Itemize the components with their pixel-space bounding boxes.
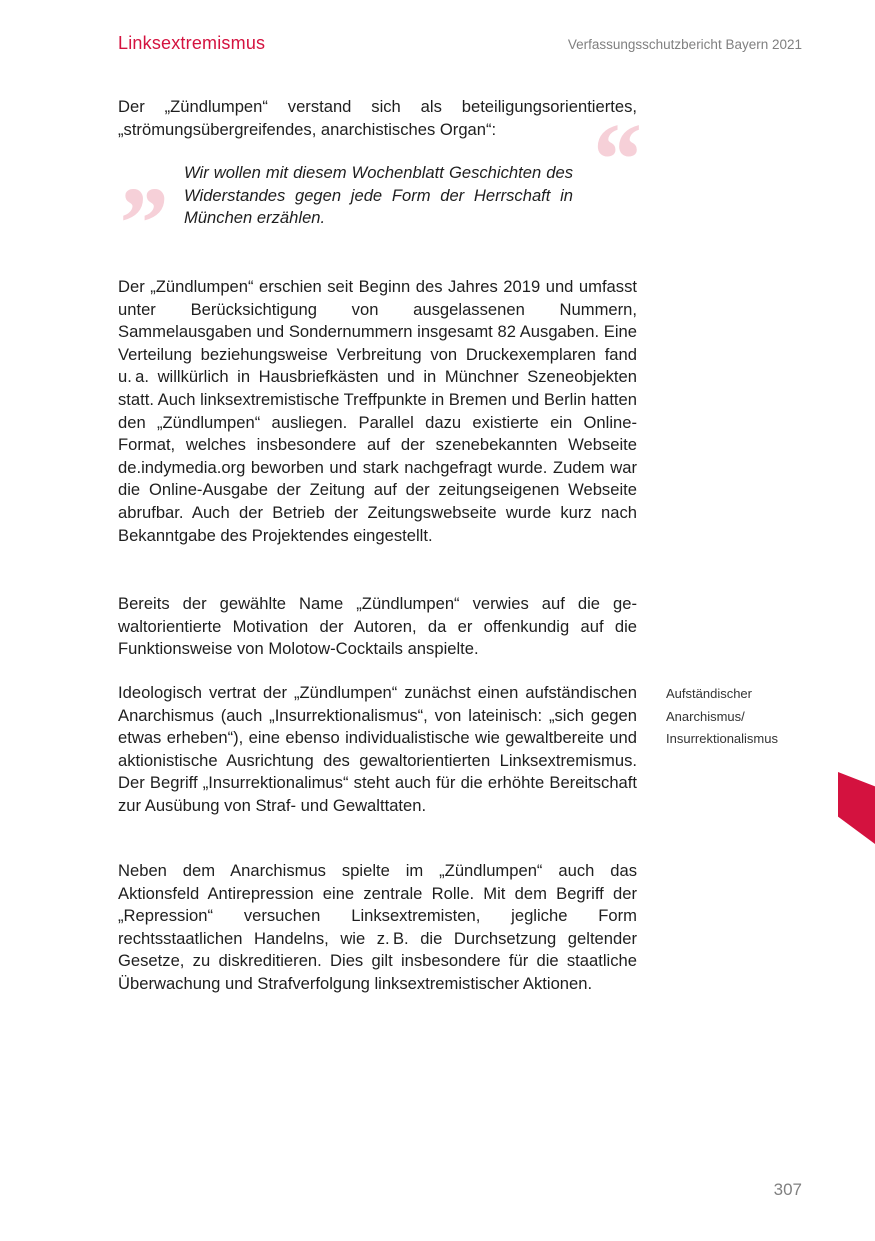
chapter-tab-marker xyxy=(838,772,875,844)
margin-note-line: Anarchismus/ xyxy=(666,708,745,724)
margin-note-line: Aufständischer xyxy=(666,686,752,701)
margin-note-line: Insurrektionalismus xyxy=(666,731,778,747)
body-paragraph-2: Bereits der gewählte Name „Zündlumpen“ verwies auf die gewaltorientierte Motivation der Autoren, da er offenkundig auf die Funktionsweise von Molotow-Cocktails anspielte. xyxy=(118,594,637,659)
body-paragraph-3: Ideologisch vertrat der „Zündlumpen“ zunächst einen aufständischen Anarchismus (auch „Insurrektionalismus“, von lateinisch: „sich gegen etwas erheben“), eine ebenso individualistische wie gewaltbereite und aktionistische Ausrichtung des gewaltorientierten Linksextremismus. Der Begriff „Insurrektionalimus“ steht auch für die erhöhte Bereitschaft zur Ausübung von Straf- und Gewalttaten. xyxy=(118,683,637,815)
body-paragraph-1: Der „Zündlumpen“ erschien seit Beginn des Jahres 2019 und umfasst unter Berücksichtigung von ausgelassenen Nummern, Sammelausgaben und Sondernummern insgesamt 82 Ausgaben. Eine Verteilung beziehungsweise Verbreitung von Druckexemplaren fand u. a. willkürlich in Hausbriefkästen und in Münchner Szeneobjekten statt. Auch linksextremistische Treffpunkte in Bremen und Berlin hatten den „Zündlumpen“ ausliegen. Parallel dazu existierte ein Online-Format, welches insbesondere auf der szenebekannten Webseite de.indymedia.org beworben und stark nachgefragt wurde. Zudem war die Online-Ausgabe der Zeitung auf der zeitungseigenen Webseite abrufbar. Auch der Betrieb der Zeitungswebseite wurde kurz nach Bekanntgabe des Projektendes eingestellt. xyxy=(118,277,637,545)
intro-paragraph: Der „Zündlumpen“ verstand sich als beteiligungsorientiertes, „strömungsübergreifendes, anarchistisches Organ“: xyxy=(118,97,637,139)
section-title: Linksextremismus xyxy=(118,33,266,53)
body-paragraph-4: Neben dem Anarchismus spielte im „Zündlumpen“ auch das Aktionsfeld Antirepression eine zentrale Rolle. Mit dem Begriff der „Repression“ versuchen Linksextremisten, jegliche Form rechtsstaatlichen Handelns, wie z. B. die Durchsetzung geltender Gesetze, zu diskreditieren. Dies gilt insbesondere für die staatliche Überwachung und Strafverfolgung linksextremistischer Aktionen. xyxy=(118,861,637,993)
margin-note xyxy=(666,683,836,751)
page-number: 307 xyxy=(773,1180,802,1199)
publication-title: Verfassungsschutzbericht Bayern 2021 xyxy=(567,37,802,52)
block-quote: Wir wollen mit diesem Wochenblatt Geschichten des Widerstandes gegen jede Form der Herrschaft in München erzählen. xyxy=(184,163,573,228)
opening-quote-mark: “ xyxy=(588,102,640,217)
closing-quote-mark: ” xyxy=(114,166,166,281)
